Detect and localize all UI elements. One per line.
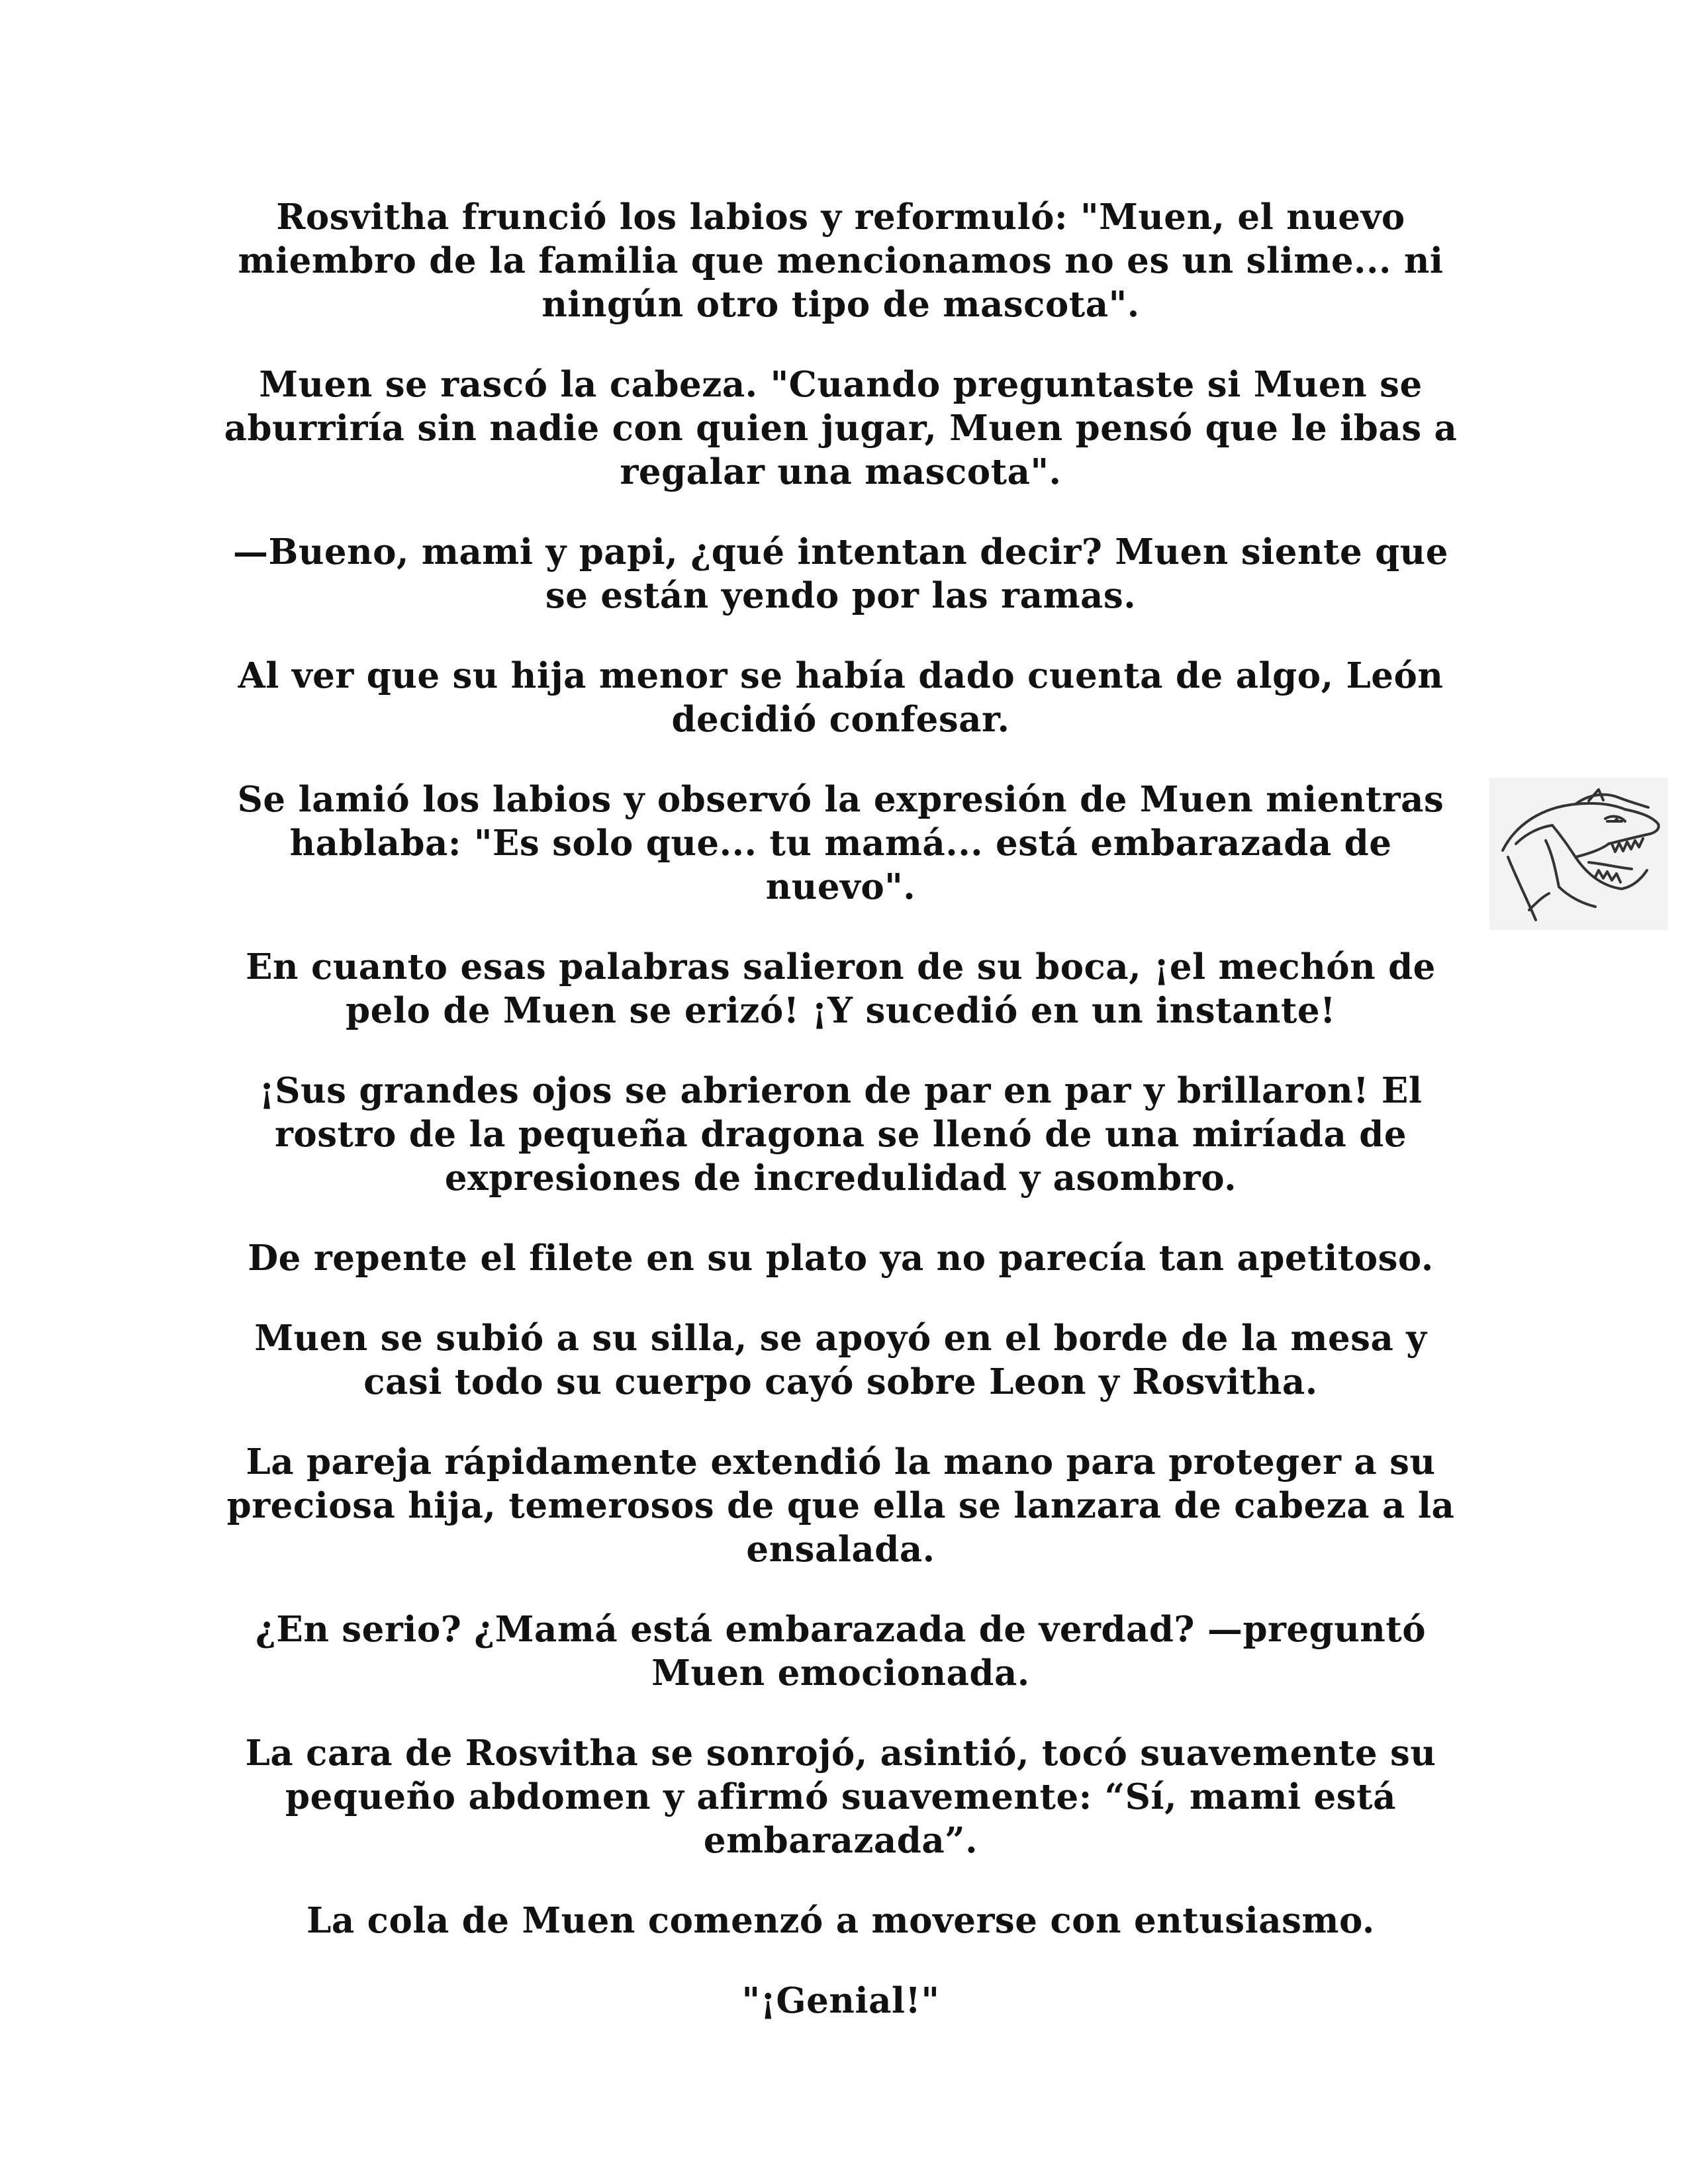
dragon-head-icon bbox=[1489, 778, 1668, 930]
paragraph: ¡Sus grandes ojos se abrieron de par en par y brillaron! El rostro de la pequeña dragona se llenó de una miríada de expresiones de incredulidad y asombro. bbox=[259, 1070, 1423, 1199]
paragraph: Rosvitha frunció los labios y reformuló: "Muen, el nuevo miembro de la familia que mencionamos no es un slime... ni ningún otro tipo de mascota". bbox=[238, 197, 1444, 325]
paragraph: ¿En serio? ¿Mamá está embarazada de verdad? —preguntó Muen emocionada. bbox=[255, 1609, 1427, 1694]
paragraph: La cola de Muen comenzó a moverse con entusiasmo. bbox=[306, 1900, 1375, 1941]
paragraph: "¡Genial!" bbox=[741, 1980, 940, 2021]
paragraph: De repente el filete en su plato ya no parecía tan apetitoso. bbox=[248, 1238, 1434, 1279]
paragraph: Al ver que su hija menor se había dado cuenta de algo, León decidió confesar. bbox=[238, 655, 1444, 740]
story-text bbox=[218, 195, 1463, 2059]
paragraph: —Bueno, mami y papi, ¿qué intentan decir? Muen siente que se están yendo por las ramas. bbox=[233, 531, 1448, 616]
paragraph: La pareja rápidamente extendió la mano para proteger a su preciosa hija, temerosos de que ella se lanzara de cabeza a la ensalada. bbox=[226, 1441, 1455, 1570]
paragraph: Muen se rascó la cabeza. "Cuando preguntaste si Muen se aburriría sin nadie con quien jugar, Muen pensó que le ibas a regalar una mascota". bbox=[224, 364, 1458, 492]
paragraph: Muen se subió a su silla, se apoyó en el borde de la mesa y casi todo su cuerpo cayó sobre Leon y Rosvitha. bbox=[254, 1318, 1427, 1402]
paragraph: En cuanto esas palabras salieron de su boca, ¡el mechón de pelo de Muen se erizó! ¡Y sucedió en un instante! bbox=[246, 946, 1436, 1031]
paragraph: La cara de Rosvitha se sonrojó, asintió, tocó suavemente su pequeño abdomen y afirmó suavemente: “Sí, mami está embarazada”. bbox=[245, 1733, 1436, 1861]
paragraph: Se lamió los labios y observó la expresión de Muen mientras hablaba: "Es solo que... tu mamá... está embarazada de nuevo". bbox=[237, 779, 1444, 907]
